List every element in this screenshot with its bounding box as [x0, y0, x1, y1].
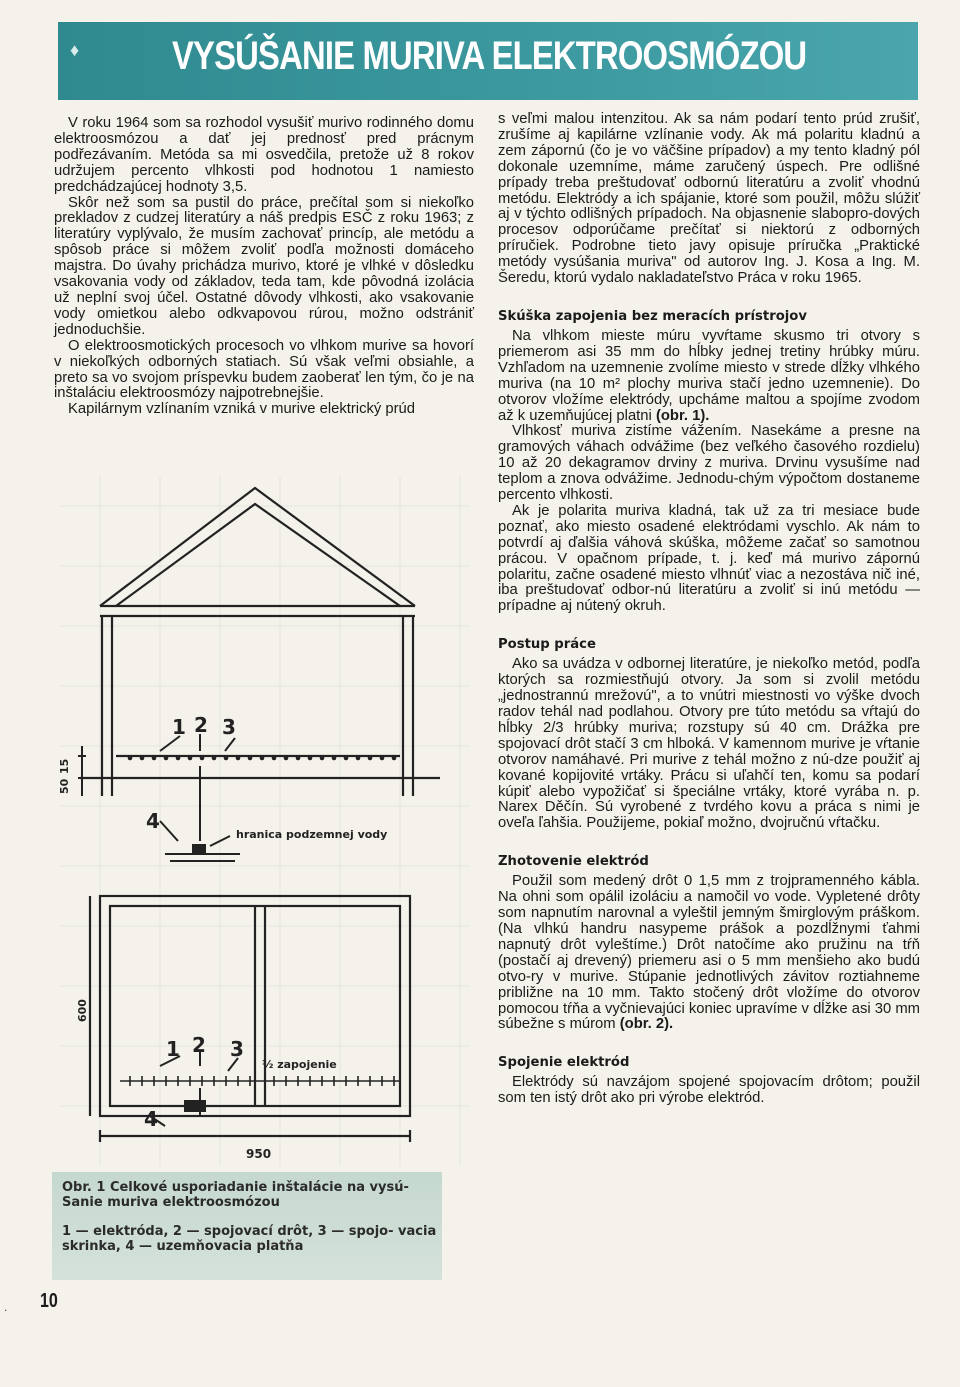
heading-connection: Spojenie elektród — [498, 1055, 630, 1071]
caption-legend: 1 — elektróda, 2 — spojovací drôt, 3 — spojo- vacia skrinka, 4 — uzemňovacia platňa — [62, 1224, 437, 1254]
left-paragraph-2: Skôr než som sa pustil do práce, prečítal som si niekoľko prekladov z cudzej literatúry a náš predpis ESČ z roku 1963; z literatúry vyplývalo, že musím zachovať princíp, ale metódu a spôsob práce si môžem zvoliť podľa možnosti domáceho majstra. Do úvahy prichádza murivo, ktoré je vlhké v dôsledku vsakovania vody od základov, teda tam, kde pôvodná izolácia už neplní svoj účel. Ostatné dôvody vlhkosti, ako vsakovanie vody omietkou alebo odkvapovou rúrou, možno odstrániť jednoduchšie. — [54, 194, 474, 338]
connection-box-top — [192, 844, 206, 854]
heading-procedure: Postup práce — [498, 637, 596, 653]
house-section — [80, 488, 440, 796]
test-paragraph-2: Vlhkosť muriva zistíme vážením. Nasekáme a presne na gramových váhach odvážime (bez veľkého časového rozdielu) 10 až 20 dekagramov drviny z muriva. Drvinu vysušíme nad teplom a znova odvážime. Jednodu-chým výpočtom dostaneme percento vlhkosti. — [498, 423, 920, 504]
test-paragraph-1-text: Na vlhkom mieste múru vyvŕtame skusmo tri otvory s priemerom asi 35 mm do hĺbky jednej tretiny hrúbky múru. Vzhľadom na uzemnenie zvolíme miesto v strede dĺžky vlhkého muriva (na 10 m² plochy muriva stačí jedno uzemnenie). Do otvorov vložíme elektródy, upcháme maltou a spojíme zvodom až k uzemňujúcej platni — [498, 327, 920, 424]
fig-dim-950: 950 — [246, 1147, 272, 1161]
electrodes-paragraph-text: Použil som medený drôt 0 1,5 mm z trojpramenného kábla. Na ohni som opálil izoláciu a namočil vo vode. Vypletené drôty som napnutím narovnal a vyleštil jemným šmirglovým práškom. (Na vlhkú handru nasypeme prášok a pozdĺžnymi ťahmi napnutý drôt vyleštíme.) Drôt natočíme ako pružinu na tŕň (postačí aj drevený) priemeru asi o 5 mm menšieho ako budú otvo-ry v murive. Stúpanie jednotlivých závitov roztiahneme približne na 10 mm. Takto stočený drôt vložíme do otvorov pomocou tŕňa a vyčnievajúci koniec upravíme v dĺžke asi 30 mm súbežne s múrom — [498, 873, 920, 1033]
heading-test: Skúška zapojenia bez meracích prístrojov — [498, 308, 807, 324]
right-column — [498, 112, 920, 1107]
fig-label-2-top: 2 — [194, 713, 208, 737]
fig-label-1-bottom: 1 — [166, 1037, 180, 1061]
fig-ref-2: (obr. 2). — [619, 1016, 674, 1033]
fig-dim-600: 600 — [76, 999, 89, 1022]
page-dot: . — [4, 1300, 8, 1314]
page-title: VYSÚŠANIE MURIVA ELEKTROOSMÓZOU — [172, 34, 807, 78]
left-column — [54, 116, 474, 418]
fig-label-1-top: 1 — [172, 715, 186, 739]
heading-electrodes: Zhotovenie elektród — [498, 854, 649, 870]
fig-ground-water-label: hranica podzemnej vody — [236, 828, 388, 841]
procedure-paragraph: Ako sa uvádza v odbornej literatúre, je niekoľko metód, podľa ktorých sa rozmiestňujú otvory. Ja som si zvolil metódu „jednostrannú mrežovú", a to vnútri miestnosti vo výške dvoch radov tehál nad podlahou. Otvory pre túto metódu sa vŕtajú do hĺbky 2/3 hrúbky muriva; rozstupy sú 40 cm. Drážka pre spojovací drôt stačí 3 cm hlboká. V kamennom murive je vŕtanie otvorov namáhavé. Pri murive z tehál možno z nú-dze použiť aj kované kopijovité vrtáky. Prácu si uľahčí ten, komu sa podarí kúpiť alebo vypožičať si špeciálne vrtáky, ktoré vyrába n. p. Narex Děčín. Sú vyrobené z tvrdého kovu a práca s nimi je oveľa ľahšia. Použijeme, pokiaľ možno, dvojručnú vŕtačku. — [498, 656, 920, 832]
electrodes-paragraph — [498, 874, 920, 1033]
figure-caption — [62, 1180, 438, 1254]
fig-label-4-bottom: 4 — [144, 1107, 158, 1131]
test-paragraph-3: Ak je polarita muriva kladná, tak už za tri mesiace bude poznať, ako miesto osadené elektródami vyschlo. Ak nám to potvrdí aj ďalšia váhová skúška, môžeme začať so samotnou prácou. V opačnom prípade, t. j. keď má murivo zápornú polaritu, začne osadené miesto vlhnúť viac a nezostáva nič iné, iba preštudovať odbor-nú literatúru a zvoliť si inú metódu — prípadne aj nútený okruh. — [498, 502, 920, 615]
left-paragraph-4: Kapilárnym vzlínaním vzniká v murive elektrický prúd — [68, 401, 416, 418]
fig-dim-50: 50 — [58, 778, 71, 794]
left-paragraph-3: O elektroosmotických procesoch vo vlhkom murive sa hovorí v niekoľkých odborných statiach. Sú však veľmi obsiahle, a preto sa vo svojom príspevku budem zaoberať len tým, čo je na inštaláciu elektroosmózy najpotrebnejšie. — [54, 337, 474, 402]
plan-view — [90, 896, 410, 1142]
fig-half-label: ½ zapojenie — [262, 1058, 337, 1071]
installation-diagram — [60, 476, 470, 1166]
fig-ref-1: (obr. 1). — [655, 407, 710, 424]
fig-label-4-top: 4 — [146, 809, 160, 833]
page-number: 10 — [40, 1290, 58, 1312]
fig-label-2-bottom: 2 — [192, 1033, 206, 1057]
test-paragraph-1 — [498, 329, 920, 424]
left-paragraph-1: V roku 1964 som sa rozhodol vysušiť murivo rodinného domu elektroosmózou a dať jej prednosť pred prácnym podřezávaním. Metóda sa mi osvedčila, pretože už 8 rokov udržujem percento vlhkosti pod hodnotou 1 namiesto predchádzajúcej hodnoty 3,5. — [54, 115, 474, 195]
electrode-row-bottom — [120, 1076, 400, 1086]
banner-mark: ♦ — [70, 40, 80, 60]
fig-label-3-top: 3 — [222, 715, 236, 739]
fig-dim-15: 15 — [58, 758, 71, 774]
right-intro: s veľmi malou intenzitou. Ak sa nám podarí tento prúd zrušiť, zrušíme aj kapilárne vzlínanie vody. Ak má polaritu kladnú a zem zápornú (čo je vo väčšine prípadov) a my tento kladný pól dokonale uzemníme, máme zaručený úspech. Pre odlišné prípady treba preštudovať odbornú literatúru a zvoliť vhodnú metódu. Elektródy a ich spájanie, ktoré som použil, môžu slúžiť aj v týchto odlišných prípadoch. Na objasnenie slabopro-dových procesov odporúčame prečítať si niektorú z odborných príručiek. Podrobne tieto javy opisuje príručka „Praktické metódy vysúšania muriva" od autorov Ing. J. Kosa a Ing. M. Šeredu, ktorú vydalo nakladateľstvo Práca v roku 1965. — [498, 111, 920, 287]
connection-paragraph: Elektródy sú navzájom spojené spojovacím drôtom; použil som ten istý drôt ako pri výrobe elektród. — [498, 1074, 920, 1107]
fig-label-3-bottom: 3 — [230, 1037, 244, 1061]
caption-title: Obr. 1 Celkové usporiadanie inštalácie na vysú- Sanie muriva elektroosmózou — [62, 1180, 409, 1210]
connection-box-bottom — [184, 1100, 206, 1112]
